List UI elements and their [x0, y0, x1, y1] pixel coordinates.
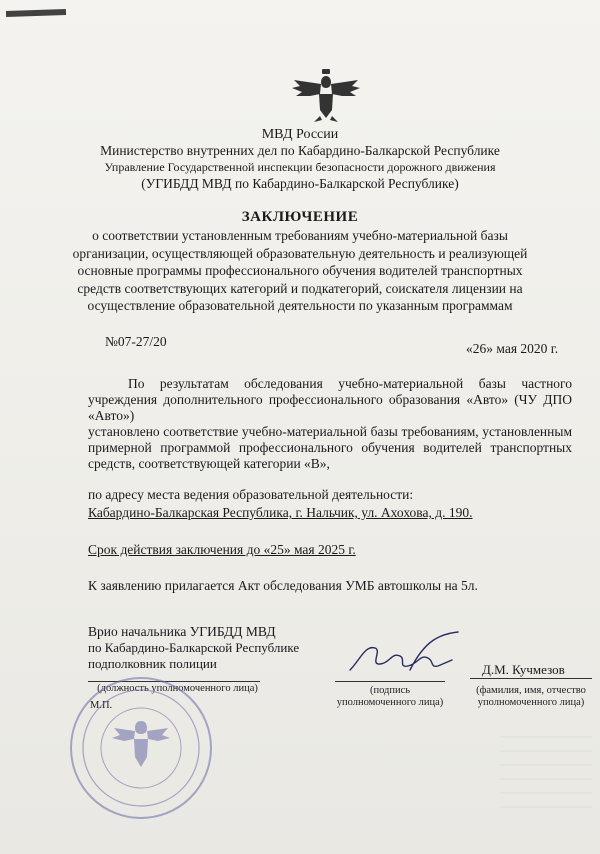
- document-subject: [0, 227, 600, 315]
- address-value: Кабардино-Балкарская Республика, г. Нальчик, ул. Ахохова, д. 190.: [88, 505, 473, 520]
- signer-name: Д.М. Кучмезов: [482, 662, 565, 677]
- handwritten-signature: [340, 630, 470, 680]
- signer-position-line-2: по Кабардино-Балкарской Республике: [88, 640, 300, 655]
- address-label: по адресу места ведения образовательной деятельности:: [88, 487, 414, 502]
- subject-line: организации, осуществляющей образовательную деятельность и реализующей: [72, 245, 528, 261]
- attachment-note: К заявлению прилагается Акт обследования УМБ автошколы на 5л.: [88, 578, 478, 593]
- signature-caption: (подпись уполномоченного лица): [336, 685, 444, 708]
- official-seal-stamp: [66, 673, 216, 823]
- signer-rank: подполковник полиции: [88, 656, 217, 671]
- name-underline: [470, 678, 592, 679]
- validity-term: Срок действия заключения до «25» мая 2025 г.: [88, 542, 356, 557]
- document-number: №07-27/20: [105, 334, 167, 349]
- subject-line: осуществление образовательной деятельности по указанным программам: [87, 298, 513, 313]
- body-paragraph-2: установлено соответствие учебно-материальной базы требованиям, установленным примерной программой профессионального обучения водителей транспортных средств, соответствующей категории «В»,: [88, 424, 572, 471]
- ministry-name: Министерство внутренних дел по Кабардино-Балкарской Республике: [100, 143, 500, 158]
- signer-position-line-1: Врио начальника УГИБДД МВД: [88, 624, 276, 639]
- stamp-label: М.П.: [90, 700, 113, 711]
- department-abbr: (УГИБДД МВД по Кабардино-Балкарской Республике): [141, 176, 459, 191]
- scan-edge-mark: [6, 9, 66, 17]
- double-headed-eagle-emblem: [286, 66, 366, 126]
- subject-line: основные программы профессионального обучения водителей транспортных: [77, 263, 523, 278]
- body-paragraph-1: По результатам обследования учебно-материальной базы частного учреждения дополнительного профессионального образования «Авто» (ЧУ ДПО «Авто»): [88, 376, 572, 423]
- document-date: «26» мая 2020 г.: [466, 341, 559, 356]
- document-title: ЗАКЛЮЧЕНИЕ: [241, 209, 359, 225]
- position-caption: (должность уполномоченного лица): [97, 683, 258, 694]
- subject-line: средств соответствующих категорий и подкатегорий, соискателя лицензии на: [77, 280, 523, 296]
- org-name: МВД России: [261, 127, 339, 142]
- faint-print-shadow: [500, 727, 592, 817]
- signature-underline: [335, 681, 445, 682]
- department-name: Управление Государственной инспекции безопасности дорожного движения: [104, 160, 496, 174]
- name-caption: (фамилия, имя, отчество уполномоченного лица): [476, 685, 586, 708]
- subject-line: о соответствии установленным требованиям учебно-материальной базы: [92, 228, 508, 243]
